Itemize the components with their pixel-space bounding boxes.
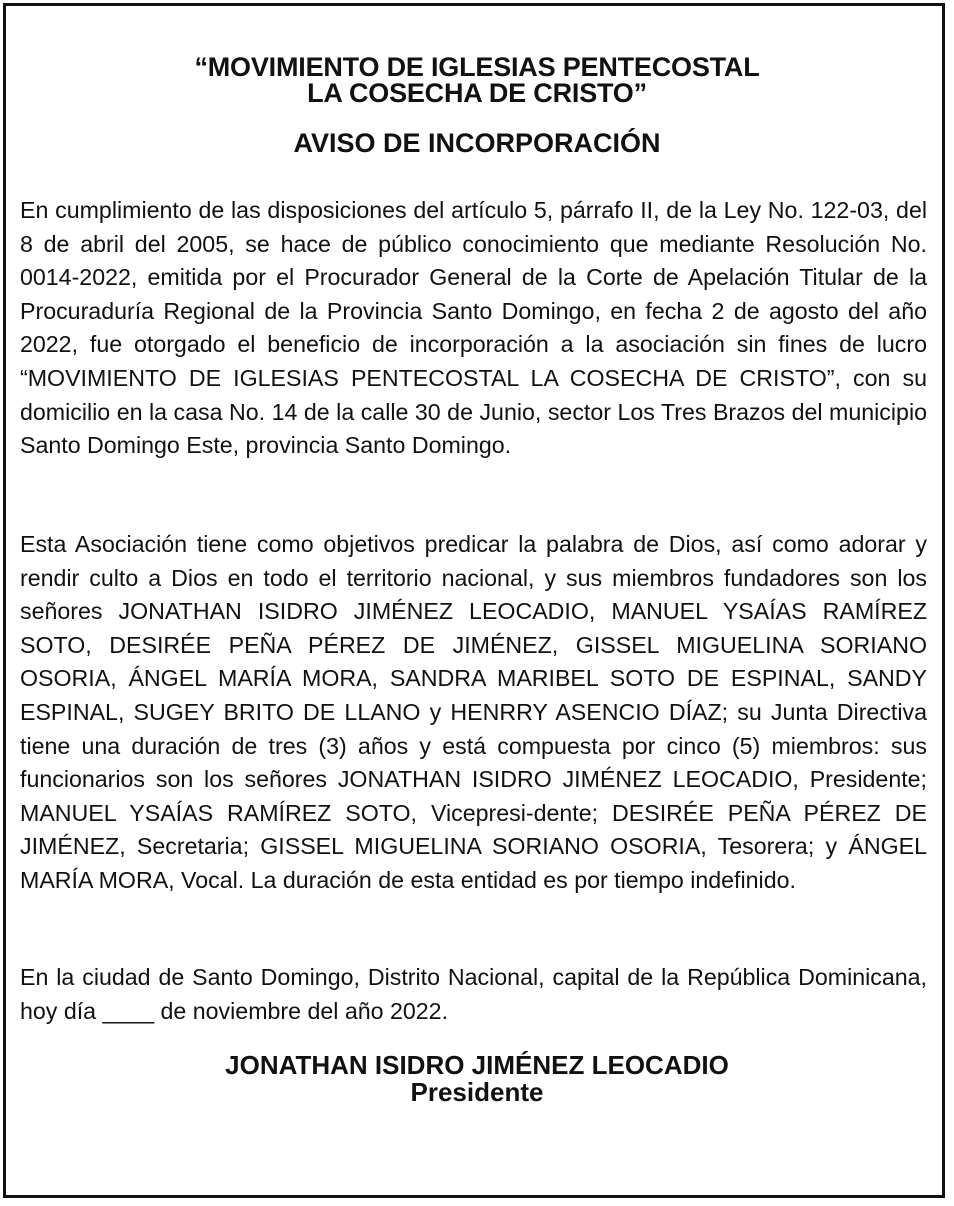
signature-name: JONATHAN ISIDRO JIMÉNEZ LEOCADIO	[225, 1050, 729, 1080]
signature-role: Presidente	[410, 1077, 544, 1107]
organization-name	[0, 54, 954, 106]
signature-block	[0, 1052, 954, 1106]
paragraph-place-date: En la ciudad de Santo Domingo, Distrito Nacional, capital de la República Dominicana, hoy día ____ de noviembre del año 2022.	[20, 964, 927, 1024]
organization-name-line-1: “MOVIMIENTO DE IGLESIAS PENTECOSTAL	[194, 52, 760, 82]
paragraph-incorporation: En cumplimiento de las disposiciones del artículo 5, párrafo II, de la Ley No. 122-03, del 8 de abril del 2005, se hace de público conocimiento que mediante Resolución No. 0014-2022, emitida por el Procurador General de la Corte de Apelación Titular de la Procuraduría Regional de la Provincia Santo Domingo, en fecha 2 de agosto del año 2022, fue otorgado el beneficio de incorporación a la asociación sin fines de lucro “MOVIMIENTO DE IGLESIAS PENTECOSTAL LA COSECHA DE CRISTO”, con su domicilio en la casa No. 14 de la calle 30 de Junio, sector Los Tres Brazos del municipio Santo Domingo Este, provincia Santo Domingo.	[20, 197, 927, 459]
organization-name-line-2: LA COSECHA DE CRISTO”	[307, 78, 647, 108]
notice-title: AVISO DE INCORPORACIÓN	[293, 128, 661, 158]
paragraph-objectives-members: Esta Asociación tiene como objetivos predicar la palabra de Dios, así como adorar y rendir culto a Dios en todo el territorio nacional, y sus miembros fundadores son los señores JONATHAN ISIDRO JIMÉNEZ LEOCADIO, MANUEL YSAÍAS RAMÍREZ SOTO, DESIRÉE PEÑA PÉREZ DE JIMÉNEZ, GISSEL MIGUELINA SORIANO OSORIA, ÁNGEL MARÍA MORA, SANDRA MARIBEL SOTO DE ESPINAL, SANDY ESPINAL, SUGEY BRITO DE LLANO y HENRRY ASENCIO DÍAZ; su Junta Directiva tiene una duración de tres (3) años y está compuesta por cinco (5) miembros: sus funcionarios son los señores JONATHAN ISIDRO JIMÉNEZ LEOCADIO, Presidente; MANUEL YSAÍAS RAMÍREZ SOTO, Vicepresi-dente; DESIRÉE PEÑA PÉREZ DE JIMÉNEZ, Secretaria; GISSEL MIGUELINA SORIANO OSORIA, Tesorera; y ÁNGEL MARÍA MORA, Vocal. La duración de esta entidad es por tiempo indefinido.	[20, 531, 927, 893]
